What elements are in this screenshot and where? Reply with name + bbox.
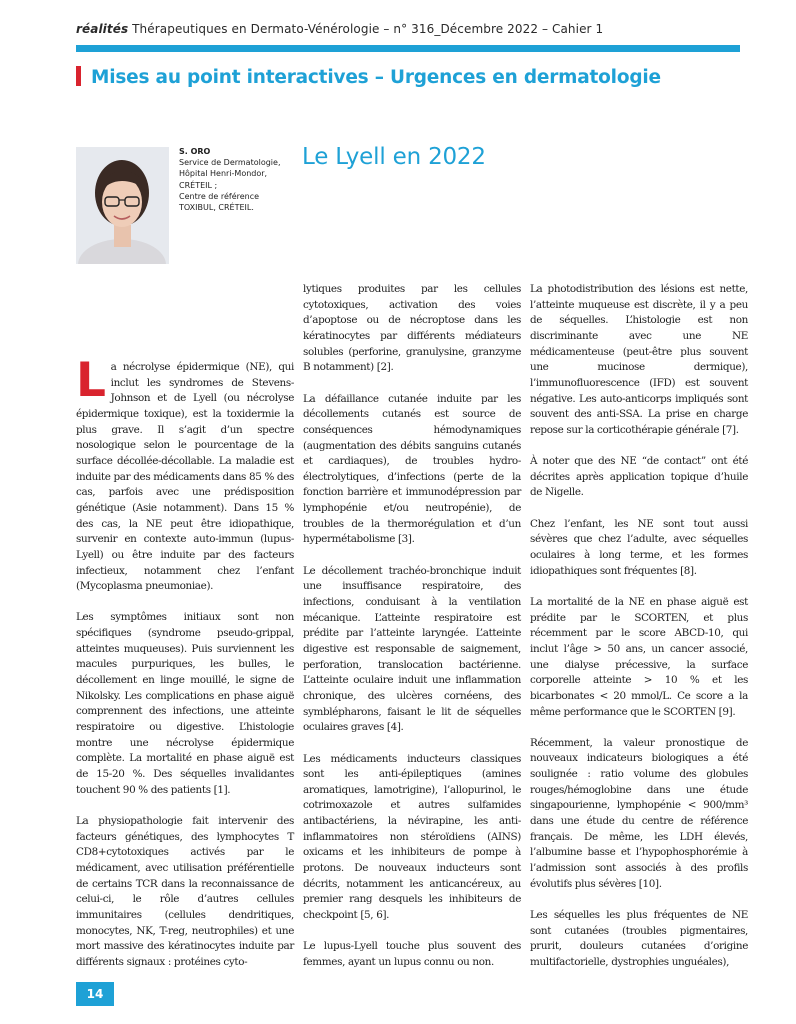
affiliation-line: Service de Dermatologie, <box>179 158 281 168</box>
paragraph-text: a nécrolyse épidermique (NE), qui inclut les syndromes de Stevens-Johnson et de Lyell (ou nécrolyse épidermique toxique), est la toxidermie la plus grave. Il s’agit d’un spectre nosologique selon le pourcentage de la surface décollée-décollable. La maladie est induite par des médicaments dans 85 % des cas, parfois avec une prédisposition génétique (Asie notamment). Dans 15 % des cas, la NE peut être idiopathique, survenir en contexte auto-immun (lupus-Lyell) ou être induite par des facteurs infectieux, notamment chez l’enfant (Mycoplasma pneumoniae). <box>76 361 295 593</box>
paragraph: La photodistribution des lésions est nette, l’atteinte muqueuse est discrète, il y a peu de séquelles. L’histologie est non discriminante avec une NE médicamenteuse (peut-être plus souvent une mucinose dermique), l’immunofluorescence (IFD) est souvent négative. Les auto-anticorps impliqués sont souvent des anti-SSA. La prise en charge repose sur la corticothérapie générale [7]. <box>530 283 748 436</box>
section-title-text: Mises au point interactives – Urgences en dermatologie <box>91 67 661 88</box>
paragraph: La physiopathologie fait intervenir des facteurs génétiques, des lymphocytes T CD8+cytotoxiques activés par le médicament, avec utilisation préférentielle de certains TCR dans la reconnaissance de celui-ci, le rôle d’autres cellules immunitaires (cellules dendritiques, monocytes, NK, T-reg, neutrophiles) et une mort massive des kératinocytes induite par différents signaux : protéines cyto- <box>76 814 294 968</box>
affiliation-line: TOXIBUL, CRÉTEIL. <box>179 203 254 213</box>
running-title: Thérapeutiques en Dermato-Vénérologie – n° 316_Décembre 2022 – Cahier 1 <box>132 22 604 36</box>
header-rule <box>76 45 740 52</box>
paragraph: Chez l’enfant, les NE sont tout aussi sévères que chez l’adulte, avec séquelles oculaires à long terme, et les formes idiopathiques sont fréquentes [8]. <box>530 517 748 577</box>
author-byline <box>179 146 289 213</box>
affiliation-line: CRÉTEIL ; <box>179 180 218 190</box>
running-header <box>76 22 603 36</box>
section-title <box>76 66 661 88</box>
author-photo <box>76 147 169 264</box>
paragraph: La défaillance cutanée induite par les décollements cutanés est source de conséquences hémodynamiques (augmentation des débits sanguins cutanés et cardiaques), de troubles hydro-électrolytiques, d’infections (perte de la fonction barrière et immunodépression par lymphopénie et/ou neutropénie), de troubles de la thermorégulation et d’un hypermétabolisme [3]. <box>303 392 521 546</box>
paragraph: Le décollement trachéo-bronchique induit une insuffisance respiratoire, des infections, conduisant à la ventilation mécanique. L’atteinte respiratoire est prédite par l’atteinte laryngée. L’atteinte digestive est responsable de saignement, perforation, translocation bactérienne. L’atteinte oculaire induit une inflammation chronique, des ulcères cornéens, des symblépharons, faisant le lit de séquelles oculaires graves [4]. <box>303 564 521 734</box>
paragraph: Récemment, la valeur pronostique de nouveaux indicateurs biologiques a été soulignée : ratio volume des globules rouges/hémoglobine dans une étude singapourienne, lymphopénie < 900/mm³ dans une étude du centre de référence français. De même, les LDH élevés, l’albumine basse et l’hypophosphorémie à l’admission sont associés à des profils évolutifs plus sévères [10]. <box>530 736 748 890</box>
paragraph: Les séquelles les plus fréquentes de NE sont cutanées (troubles pigmentaires, prurit, douleurs cutanées d’origine multifactorielle, dystrophies unguéales), <box>530 908 748 968</box>
paragraph: Les médicaments inducteurs classiques sont les anti-épileptiques (amines aromatiques, lamotrigine), l’allopurinol, le cotrimoxazole et autres sulfamides antibactériens, la névirapine, les anti-inflammatoires non stéroïdiens (AINS) oxicams et les inhibiteurs de pompe à protons. De nouveaux inducteurs sont décrits, notamment les anticancéreux, au premier rang desquels les inhibiteurs de checkpoint [5, 6]. <box>303 752 521 922</box>
affiliation-line: Centre de référence <box>179 191 260 201</box>
author-portrait-image <box>76 147 169 264</box>
paragraph: lytiques produites par les cellules cytotoxiques, activation des voies d’apoptose ou de nécroptose dans les kératinocytes par différents médiateurs solubles (perforine, granulysine, granzyme B notamment) [2]. <box>303 283 521 374</box>
paragraph: Les symptômes initiaux sont non spécifiques (syndrome pseudo-grippal, atteintes muqueuses). Puis surviennent les macules purpuriques, les bulles, le décollement en linge mouillé, le signe de Nikolsky. Les complications en phase aiguë comprennent des infections, une atteinte respiratoire ou digestive. L’histologie montre une nécrolyse épidermique complète. La mortalité en phase aiguë est de 15-20 %. Des séquelles invalidantes touchent 90 % des patients [1]. <box>76 611 294 796</box>
affiliation-line: Hôpital Henri-Mondor, <box>179 169 268 179</box>
drop-cap: L <box>76 353 106 408</box>
page-number: 14 <box>76 982 114 1006</box>
paragraph: La mortalité de la NE en phase aiguë est prédite par le SCORTEN, et plus récemment par le score ABCD-10, qui inclut l’âge > 50 ans, un cancer associé, une dialyse précessive, la surface corporelle atteinte > 10 % et les bicarbonates < 20 mmol/L. Ce score a la même performance que le SCORTEN [9]. <box>530 595 748 718</box>
body-column-3 <box>530 282 748 986</box>
paragraph: À noter que des NE “de contact” ont été décrites après application topique d’huile de Nigelle. <box>530 455 748 499</box>
author-name: S. ORO <box>179 147 211 156</box>
body-column-2 <box>303 282 521 986</box>
paragraph <box>76 353 295 595</box>
paragraph: Le lupus-Lyell touche plus souvent des femmes, ayant un lupus connu ou non. <box>303 940 521 968</box>
section-marker <box>76 66 81 86</box>
body-column-1 <box>76 353 295 986</box>
journal-name: réalités <box>76 22 129 36</box>
article-title: Le Lyell en 2022 <box>302 144 486 170</box>
